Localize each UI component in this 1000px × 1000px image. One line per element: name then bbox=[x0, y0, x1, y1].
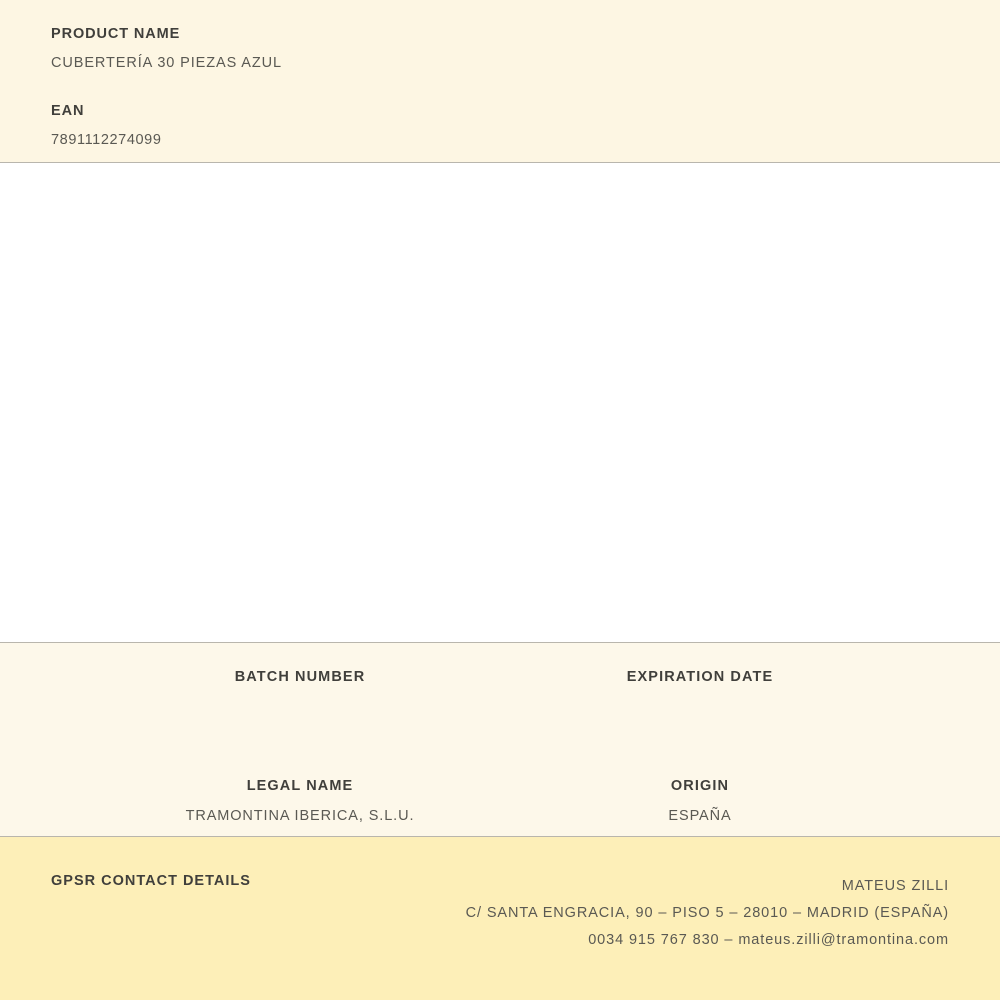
ean-field bbox=[0, 103, 1000, 150]
ean-value: 7891112274099 bbox=[51, 132, 162, 149]
info-row-batch-expiry bbox=[0, 643, 1000, 714]
gpsr-contact-name: MATEUS ZILLI bbox=[841, 878, 949, 894]
expiration-date-value bbox=[500, 698, 900, 714]
product-name-label: PRODUCT NAME bbox=[51, 26, 181, 42]
product-image-area bbox=[0, 163, 1000, 643]
legal-name-label: LEGAL NAME bbox=[246, 778, 354, 795]
legal-name-value: TRAMONTINA IBERICA, S.L.U. bbox=[185, 807, 415, 824]
product-name-field bbox=[0, 26, 1000, 73]
info-row-legal-origin bbox=[0, 714, 1000, 825]
product-info-section bbox=[0, 643, 1000, 837]
ean-label: EAN bbox=[51, 102, 85, 119]
batch-number-field bbox=[100, 669, 500, 714]
gpsr-contact-address: C/ SANTA ENGRACIA, 90 – PISO 5 – 28010 – MADRID (ESPAÑA) bbox=[465, 905, 949, 921]
batch-number-value bbox=[100, 698, 500, 714]
gpsr-contact-section bbox=[0, 837, 1000, 1000]
origin-label: ORIGIN bbox=[670, 778, 730, 795]
expiration-date-field bbox=[500, 669, 900, 714]
gpsr-contact-phone-email: 0034 915 767 830 – mateus.zilli@tramontina.com bbox=[588, 932, 949, 948]
expiration-date-label: EXPIRATION DATE bbox=[626, 669, 774, 685]
gpsr-contact-label: GPSR CONTACT DETAILS bbox=[51, 873, 251, 889]
origin-value: ESPAÑA bbox=[668, 807, 732, 824]
batch-number-label: BATCH NUMBER bbox=[234, 669, 366, 685]
product-identity-section bbox=[0, 0, 1000, 163]
origin-field bbox=[500, 778, 900, 825]
product-name-value: CUBERTERÍA 30 PIEZAS AZUL bbox=[51, 55, 282, 72]
legal-name-field bbox=[100, 778, 500, 825]
